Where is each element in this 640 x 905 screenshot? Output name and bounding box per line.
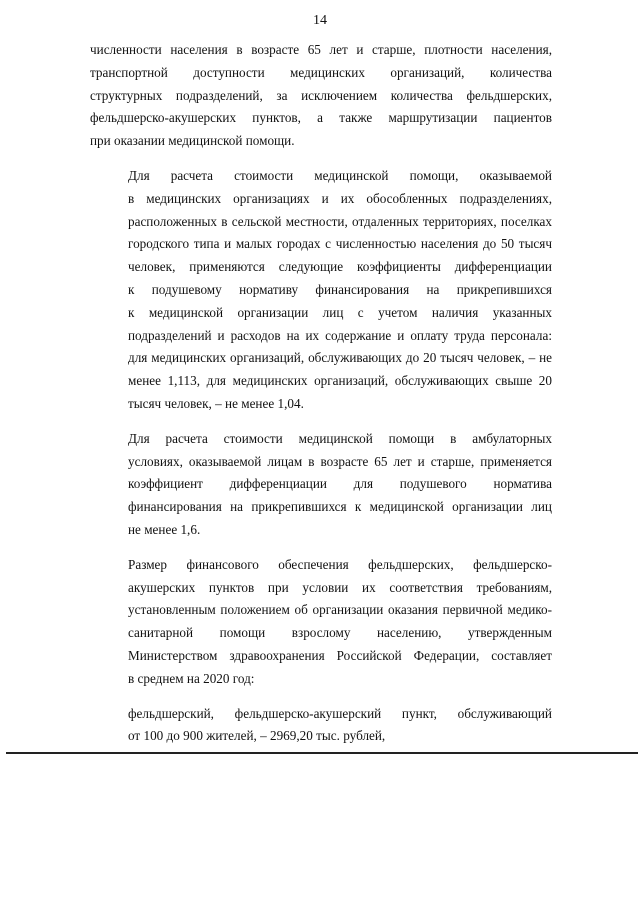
text-line: Министерством здравоохранения Российской Федерации, составляет xyxy=(128,647,552,663)
text-line: тысяч человек, – не менее 1,04. xyxy=(128,395,304,411)
text-line: условиях, оказываемой лицам в возрасте 65 лет и старше, применяется xyxy=(128,453,552,469)
paragraph-rural-coefficients xyxy=(90,165,552,416)
text-line: Размер финансового обеспечения фельдшерских, фельдшерско- xyxy=(128,556,552,572)
text-line: человек, применяются следующие коэффициенты дифференциации xyxy=(128,259,552,275)
paragraph-ambulatory-coefficient xyxy=(90,428,552,542)
text-line: коэффициент дифференциации для подушевого норматива xyxy=(128,476,552,492)
text-line: от 100 до 900 жителей, – 2969,20 тыс. рублей, xyxy=(128,728,386,744)
text-line: акушерских пунктов при условии их соответствия требованиям, xyxy=(128,579,552,595)
text-line: санитарной помощи взрослому населению, утвержденным xyxy=(128,625,552,641)
paragraph-financial-provision xyxy=(90,554,552,691)
paragraph-feldsher-point xyxy=(90,703,552,749)
text-line: не менее 1,6. xyxy=(128,521,201,537)
text-line: Для расчета стоимости медицинской помощи, оказываемой xyxy=(128,167,552,183)
page-number: 14 xyxy=(313,13,327,28)
text-line: к медицинской организации лиц с учетом наличия указанных xyxy=(128,304,552,320)
paragraph-continuation xyxy=(90,39,552,153)
text-line: транспортной доступности медицинских организаций, количества xyxy=(90,64,552,80)
text-line: в среднем на 2020 год: xyxy=(128,670,255,686)
text-line: расположенных в сельской местности, отдаленных территориях, поселках xyxy=(128,213,552,229)
text-line: фельдшерско-акушерских пунктов, а также маршрутизации пациентов xyxy=(90,110,552,126)
text-line: менее 1,113, для медицинских организаций, обслуживающих свыше 20 xyxy=(128,373,552,389)
bottom-divider xyxy=(6,752,638,754)
text-line: в медицинских организациях и их обособленных подразделениях, xyxy=(128,190,552,206)
text-line: структурных подразделений, за исключением количества фельдшерских, xyxy=(90,87,552,103)
text-line: при оказании медицинской помощи. xyxy=(90,133,295,149)
text-line: городского типа и малых городах с численностью населения до 50 тысяч xyxy=(128,236,552,252)
text-line: к подушевому нормативу финансирования на прикрепившихся xyxy=(128,281,552,297)
text-line: установленным положением об организации оказания первичной медико- xyxy=(128,602,552,618)
document-body xyxy=(90,39,552,748)
text-line: для медицинских организаций, обслуживающих до 20 тысяч человек, – не xyxy=(128,350,552,366)
text-line: фельдшерский, фельдшерско-акушерский пункт, обслуживающий xyxy=(128,705,552,721)
text-line: подразделений и расходов на их содержание и оплату труда персонала: xyxy=(128,327,552,343)
text-line: Для расчета стоимости медицинской помощи в амбулаторных xyxy=(128,430,552,446)
text-line: численности населения в возрасте 65 лет и старше, плотности населения, xyxy=(90,42,552,57)
text-line: финансирования на прикрепившихся к медицинской организации лиц xyxy=(128,499,552,515)
